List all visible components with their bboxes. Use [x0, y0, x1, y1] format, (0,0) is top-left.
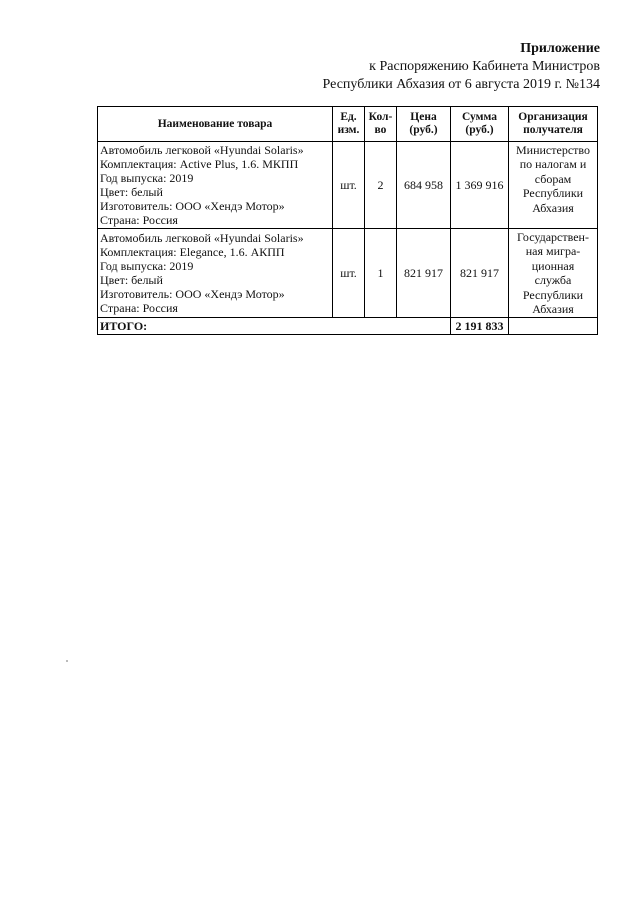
item-description: Автомобиль легковой «Hyundai Solaris» Комплектация: Active Plus, 1.6. МКПП Год выпуска: 2019 Цвет: белый Изготовитель: ООО «Хендэ Мотор» Страна: Россия	[98, 142, 333, 229]
total-row	[98, 318, 598, 335]
item-unit: шт.	[333, 229, 365, 318]
item-quantity: 1	[365, 229, 397, 318]
table-header-row	[98, 107, 598, 142]
column-header-name: Наименование товара	[98, 107, 333, 142]
item-sum: 821 917	[451, 229, 509, 318]
item-recipient-org: Государствен- ная мигра- ционная служба Республики Абхазия	[509, 229, 598, 318]
item-sum: 1 369 916	[451, 142, 509, 229]
item-quantity: 2	[365, 142, 397, 229]
column-header-unit: Ед. изм.	[333, 107, 365, 142]
table-row	[98, 142, 598, 229]
column-header-org: Организация получателя	[509, 107, 598, 142]
appendix-subtitle-line-1: к Распоряжению Кабинета Министров	[369, 59, 600, 74]
item-unit: шт.	[333, 142, 365, 229]
item-description: Автомобиль легковой «Hyundai Solaris» Комплектация: Elegance, 1.6. АКПП Год выпуска: 2019 Цвет: белый Изготовитель: ООО «Хендэ Мотор» Страна: Россия	[98, 229, 333, 318]
total-sum: 2 191 833	[451, 318, 509, 335]
appendix-subtitle-line-2: Республики Абхазия от 6 августа 2019 г. №134	[322, 77, 600, 92]
total-org-empty	[509, 318, 598, 335]
goods-table	[97, 106, 598, 335]
total-label: ИТОГО:	[98, 318, 451, 335]
appendix-title: Приложение	[520, 41, 600, 56]
table-row	[98, 229, 598, 318]
item-price: 821 917	[397, 229, 451, 318]
column-header-qty: Кол- во	[365, 107, 397, 142]
item-price: 684 958	[397, 142, 451, 229]
column-header-sum: Сумма (руб.)	[451, 107, 509, 142]
scan-speck	[66, 660, 68, 662]
column-header-price: Цена (руб.)	[397, 107, 451, 142]
item-recipient-org: Министерство по налогам и сборам Республики Абхазия	[509, 142, 598, 229]
document-header	[323, 40, 600, 94]
